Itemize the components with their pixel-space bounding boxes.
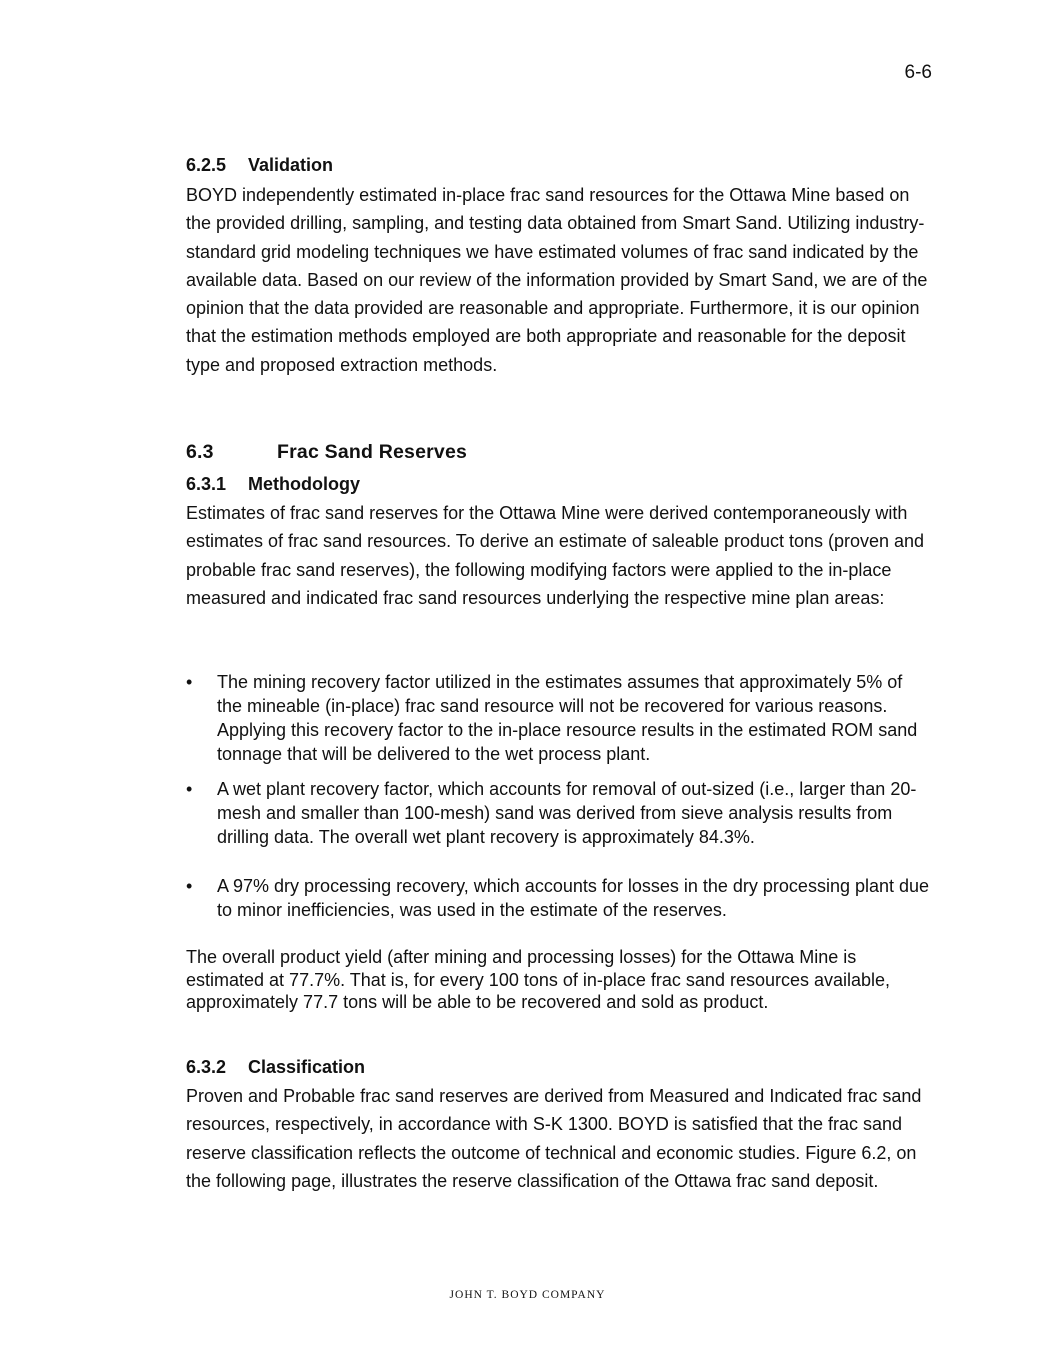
bullet-icon: • — [186, 876, 193, 896]
product-yield-paragraph: The overall product yield (after mining and processing losses) for the Ottawa Mine is estimated at 77.7%. That is, for every 100 tons of in-place frac sand resources available, approximately 77.7 tons will be able to be recovered and sold as product. — [186, 947, 891, 1013]
heading-classification — [186, 1057, 365, 1078]
section-title: Validation — [248, 155, 334, 175]
list-item-text: The mining recovery factor utilized in the estimates assumes that approximately 5% of the mineable (in-place) frac sand resource will not be recovered for various reasons. Applying this recovery factor to the in-place resource results in the estimated ROM sand tonnage that will be delivered to the wet process plant. — [217, 672, 918, 764]
page-number: 6-6 — [904, 62, 932, 83]
section-number: 6.2.5 — [186, 155, 227, 175]
bullet-icon: • — [186, 779, 193, 799]
bullet-icon: • — [186, 672, 193, 692]
section-number: 6.3 — [186, 441, 214, 463]
footer-company-name: JOHN T. BOYD COMPANY — [449, 1289, 606, 1301]
heading-frac-sand-reserves — [186, 441, 467, 464]
section-number: 6.3.2 — [186, 1057, 227, 1077]
methodology-intro-paragraph: Estimates of frac sand reserves for the Ottawa Mine were derived contemporaneously with estimates of frac sand resources. To derive an estimate of saleable product tons (proven and probable frac sand reserves), the following modifying factors were applied to the in-place measured and indicated frac sand resources underlying the respective mine plan areas: — [186, 503, 925, 608]
classification-paragraph: Proven and Probable frac sand reserves are derived from Measured and Indicated frac sand resources, respectively, in accordance with S-K 1300. BOYD is satisfied that the frac sand reserve classification reflects the outcome of technical and economic studies. Figure 6.2, on the following page, illustrates the reserve classification of the Ottawa frac sand deposit. — [186, 1086, 922, 1191]
section-title: Classification — [248, 1057, 366, 1077]
section-number: 6.3.1 — [186, 474, 227, 494]
list-item-text: A 97% dry processing recovery, which accounts for losses in the dry processing plant due to minor inefficiencies, was used in the estimate of the reserves. — [217, 876, 930, 920]
heading-validation — [186, 155, 333, 176]
section-title: Frac Sand Reserves — [277, 441, 468, 463]
section-title: Methodology — [248, 474, 360, 494]
heading-methodology — [186, 474, 360, 495]
list-item-text: A wet plant recovery factor, which accounts for removal of out-sized (i.e., larger than 20-mesh and smaller than 100-mesh) sand was derived from sieve analysis results from drilling data. The overall wet plant recovery is approximately 84.3%. — [217, 779, 917, 847]
validation-paragraph: BOYD independently estimated in-place frac sand resources for the Ottawa Mine based on the provided drilling, sampling, and testing data obtained from Smart Sand. Utilizing industry-standard grid modeling techniques we have estimated volumes of frac sand indicated by the available data. Based on our review of the information provided by Smart Sand, we are of the opinion that the data provided are reasonable and appropriate. Furthermore, it is our opinion that the estimation methods employed are both appropriate and reasonable for the deposit type and proposed extraction methods. — [186, 185, 928, 375]
